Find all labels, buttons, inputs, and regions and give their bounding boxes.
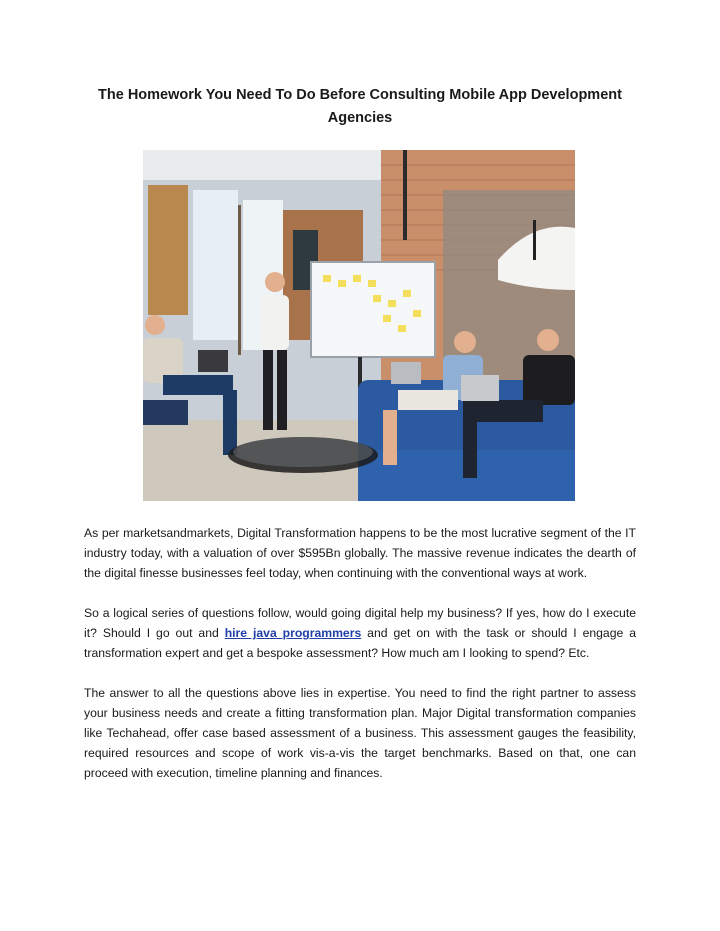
team-meeting-photo [143,150,575,501]
paragraph-3: The answer to all the questions above lies in expertise. You need to find the right partner to assess your business needs and create a fitting transformation plan. Major Digital transformation companies like Techahead, offer case based assessment of a business. This assessment gauges the feasibility, required resources and scope of work vis-a-vis the target benchmarks. Based on that, one can proceed with execution, timeline planning and finances. [84,686,636,780]
paragraph-2 [84,603,636,663]
paragraph-1: As per marketsandmarkets, Digital Transformation happens to be the most lucrative segment of the IT industry today, with a valuation of over $595Bn globally. The massive revenue indicates the dearth of the digital finesse businesses feel today, when continuing with the conventional ways at work. [84,526,636,580]
page-title: The Homework You Need To Do Before Consulting Mobile App Development Agencies [98,87,622,126]
paragraph-2-after: and get on with the task or should I engage a transformation expert and get a bespoke assessment? How much am I looking to spend? Etc. [84,626,636,660]
paragraph-2-before: So a logical series of questions follow, would going digital help my business? If yes, how do I execute it? Should I go out and [84,606,636,640]
hire-java-programmers-link[interactable]: hire java programmers [224,626,362,640]
team-meeting-illustration [143,150,575,501]
article-body [84,523,636,803]
